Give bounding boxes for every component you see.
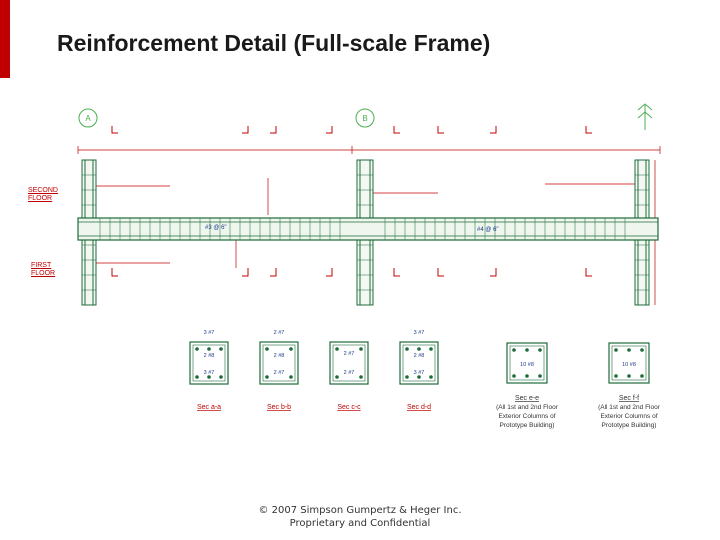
section-b-b-label: Sec b-b bbox=[266, 404, 292, 411]
section-a-a-bottom: 3 #7 bbox=[203, 370, 215, 376]
section-d-d-top: 3 #7 bbox=[413, 330, 425, 336]
section-cut-marks-top bbox=[112, 126, 592, 133]
section-e-e-mid: 10 #8 bbox=[520, 362, 534, 368]
section-b-b-mid: 2 #8 bbox=[273, 353, 285, 359]
section-e-e-caption-2: Exterior Columns of bbox=[498, 413, 556, 420]
footer bbox=[0, 504, 720, 530]
beam-callout-left: #3 @ 6" bbox=[205, 225, 227, 231]
grid-marker-b bbox=[356, 109, 374, 127]
grid-marker-b-label: B bbox=[362, 114, 368, 123]
section-e-e-caption-1: (All 1st and 2nd Floor bbox=[496, 404, 558, 411]
first-floor-label-line1: FIRST bbox=[31, 262, 52, 269]
section-d-d-label: Sec d-d bbox=[406, 404, 432, 411]
section-e-e-caption-3: Prototype Building) bbox=[499, 422, 555, 429]
section-e-e bbox=[496, 343, 559, 429]
section-b-b-top: 2 #7 bbox=[273, 330, 285, 336]
first-floor-label bbox=[31, 262, 55, 278]
grid-marker-a bbox=[79, 109, 97, 127]
section-c-c-bottom: 2 #7 bbox=[343, 370, 355, 376]
second-floor-label-line2: FLOOR bbox=[28, 195, 53, 202]
second-floor-label-line1: SECOND bbox=[28, 187, 58, 194]
section-d-d-mid: 2 #8 bbox=[413, 353, 425, 359]
section-c-c-mid: 2 #7 bbox=[343, 351, 355, 357]
section-a-a-mid: 2 #8 bbox=[203, 353, 215, 359]
grid-marker-a-label: A bbox=[85, 114, 91, 123]
section-a-a-label: Sec a-a bbox=[196, 404, 222, 411]
section-f-f-caption-2: Exterior Columns of bbox=[600, 413, 658, 420]
section-f-f-caption-3: Prototype Building) bbox=[601, 422, 657, 429]
section-a-a-top: 3 #7 bbox=[203, 330, 215, 336]
section-b-b-bottom: 2 #7 bbox=[273, 370, 285, 376]
beam-callout-right: #4 @ 6" bbox=[477, 227, 499, 233]
section-d-d-bottom: 3 #7 bbox=[413, 370, 425, 376]
section-b-b bbox=[260, 330, 298, 411]
footer-confidential: Proprietary and Confidential bbox=[289, 518, 431, 529]
section-f-f-caption-1: (All 1st and 2nd Floor bbox=[598, 404, 660, 411]
section-c-c-label: Sec c-c bbox=[337, 404, 361, 411]
footer-copyright: © 2007 Simpson Gumpertz & Heger Inc. bbox=[258, 505, 462, 516]
slide-title: Reinforcement Detail (Full-scale Frame) bbox=[57, 30, 491, 56]
section-f-f-label: Sec f-f bbox=[618, 395, 640, 402]
first-floor-label-line2: FLOOR bbox=[31, 270, 56, 277]
second-floor-label bbox=[28, 187, 58, 203]
section-f-f bbox=[598, 343, 661, 429]
section-c-c bbox=[330, 342, 368, 411]
section-d-d bbox=[400, 330, 438, 411]
north-arrow-icon bbox=[638, 104, 652, 130]
section-e-e-label: Sec e-e bbox=[514, 395, 540, 402]
second-floor-beam bbox=[78, 218, 658, 240]
section-f-f-mid: 10 #8 bbox=[622, 362, 636, 368]
section-cut-marks-bottom bbox=[112, 268, 592, 276]
section-a-a bbox=[190, 330, 228, 411]
